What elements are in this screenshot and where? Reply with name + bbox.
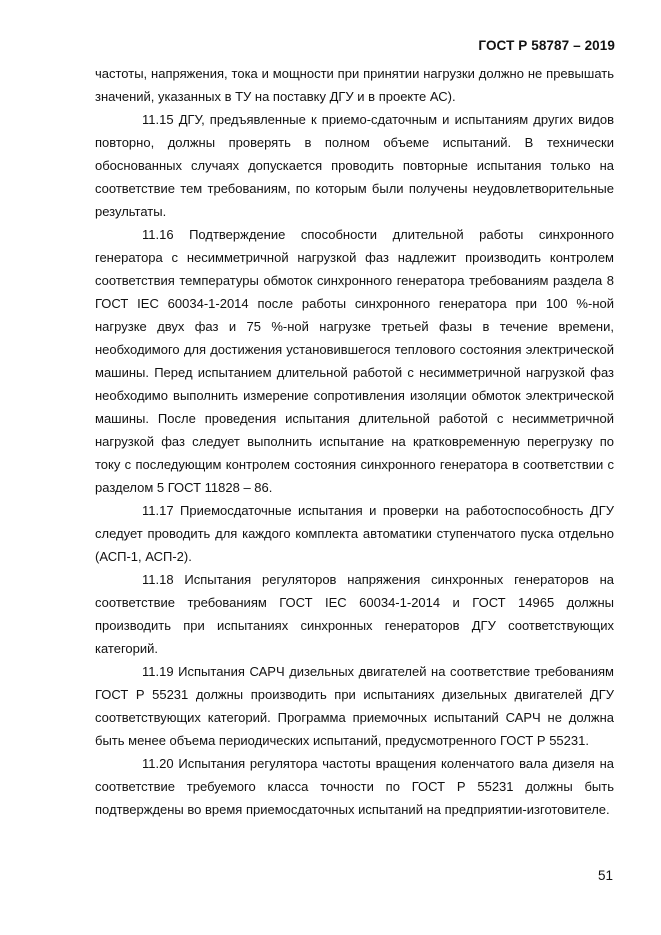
paragraph-11-17: 11.17 Приемосдаточные испытания и проверки на работоспособность ДГУ следует проводить для каждого комплекта автоматики ступенчатого пуска отдельно (АСП-1, АСП-2). (95, 503, 614, 564)
paragraph-11-20: 11.20 Испытания регулятора частоты вращения коленчатого вала дизеля на соответствие требуемого класса точности по ГОСТ Р 55231 должны быть подтверждены во время приемосдаточных испытаний на предприятии-изготовителе. (95, 756, 614, 817)
paragraph-11-16: 11.16 Подтверждение способности длительной работы синхронного генератора с несимметричной нагрузкой фаз надлежит производить контролем соответствия температуры обмоток синхронного генератора требованиям раздела 8 ГОСТ IEC 60034-1-2014 после работы синхронного генератора при 100 %-ной нагрузке двух фаз и 75 %-ной нагрузке третьей фазы в течение времени, необходимого для достижения установившегося теплового состояния электрической машины. Перед испытанием длительной работой с несимметричной нагрузкой фаз необходимо выполнить измерение сопротивления изоляции обмоток электрической машины. После проведения испытания длительной работой с несимметричной нагрузкой фаз следует выполнить испытание на кратковременную перегрузку по току с последующим контролем состояния синхронного генератора в соответствии с разделом 5 ГОСТ 11828 – 86. (95, 227, 614, 495)
page-number: 51 (597, 868, 613, 883)
standard-header: ГОСТ Р 58787 – 2019 (478, 38, 615, 53)
paragraph-11-19: 11.19 Испытания САРЧ дизельных двигателей на соответствие требованиям ГОСТ Р 55231 должны производить при испытаниях дизельных двигателей ДГУ соответствующих категорий. Программа приемочных испытаний САРЧ не должна быть менее объема периодических испытаний, предусмотренного ГОСТ Р 55231. (95, 664, 614, 748)
paragraph-continuation: частоты, напряжения, тока и мощности при принятии нагрузки должно не превышать значений, указанных в ТУ на поставку ДГУ и в проекте АС). (95, 66, 614, 104)
paragraph-11-18: 11.18 Испытания регуляторов напряжения синхронных генераторов на соответствие требованиям ГОСТ IEC 60034-1-2014 и ГОСТ 14965 должны производить при испытаниях синхронных генераторов ДГУ соответствующих категорий. (95, 572, 614, 656)
paragraph-11-15: 11.15 ДГУ, предъявленные к приемо-сдаточным и испытаниям других видов повторно, должны проверять в полном объеме испытаний. В технически обоснованных случаях допускается проводить повторные испытания только на соответствие тем требованиям, по которым были получены неудовлетворительные результаты. (95, 112, 614, 219)
document-body (95, 62, 614, 821)
